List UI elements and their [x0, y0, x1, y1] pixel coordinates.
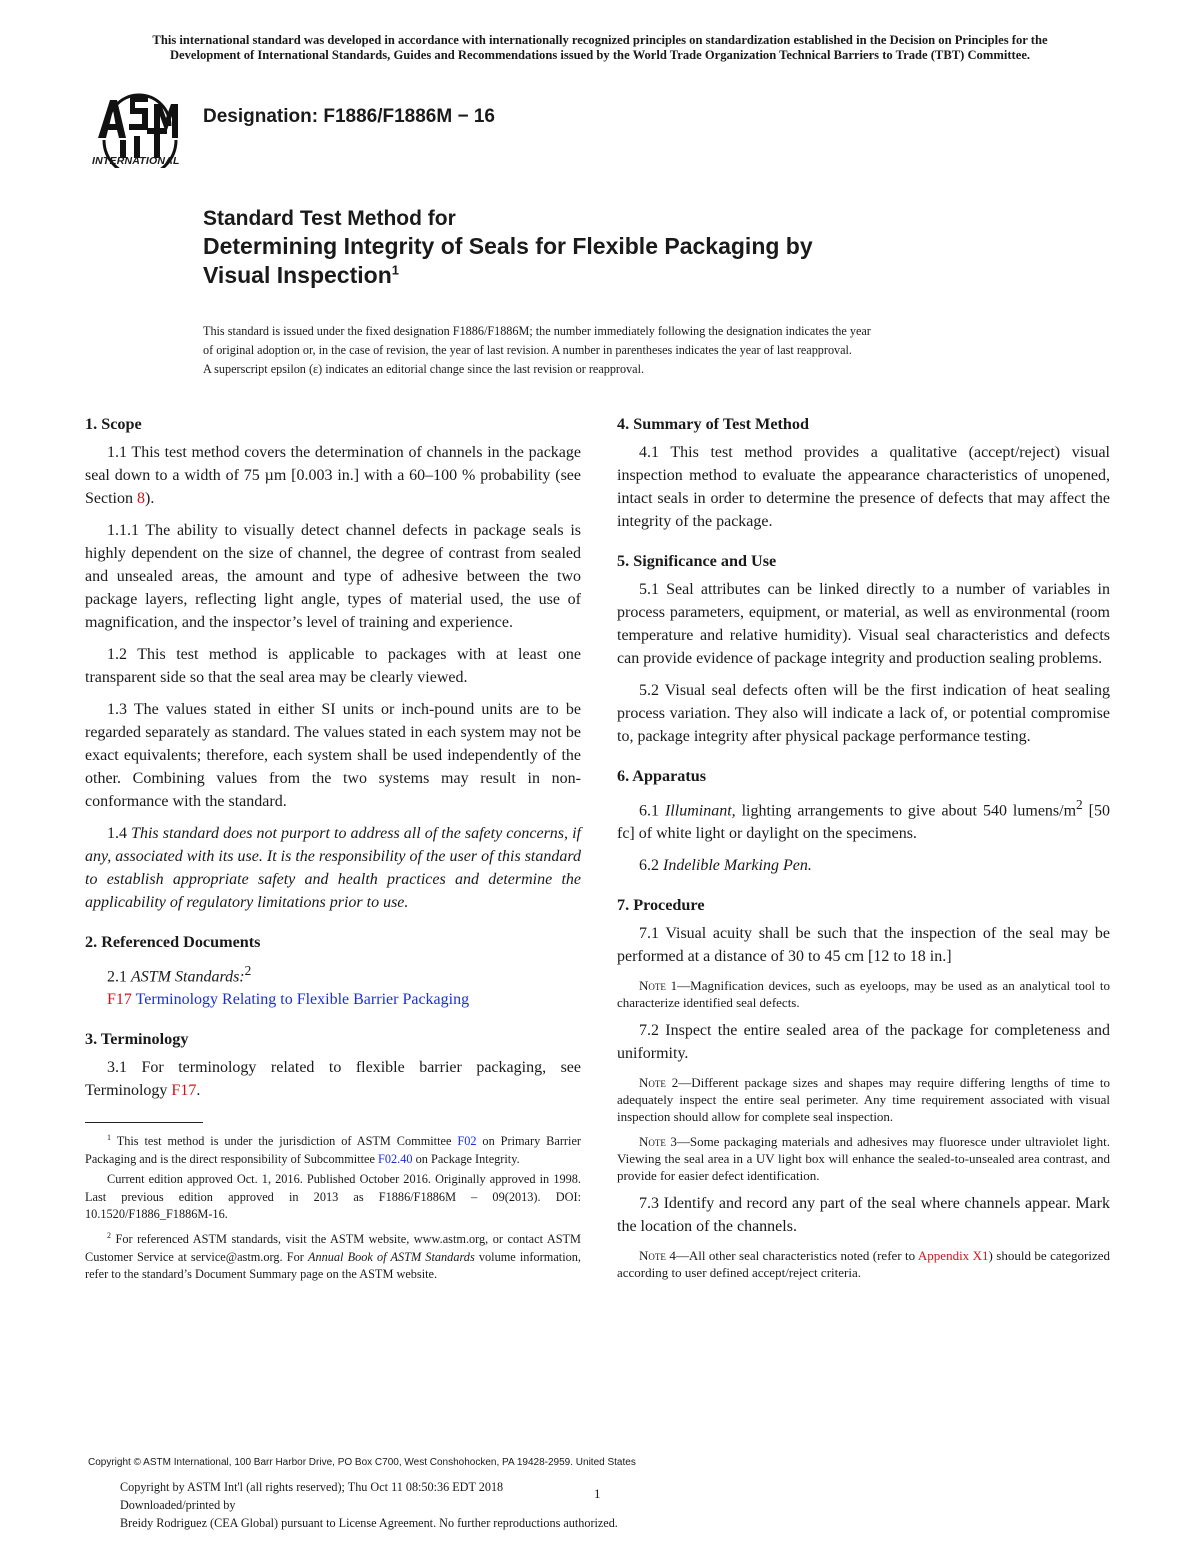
footnote-1-text-2: on Primary Barrier Packaging and is the direct responsibility of Subcommittee	[85, 1134, 581, 1166]
section-procedure-heading: 7. Procedure	[617, 896, 705, 915]
appendix-x1-link[interactable]: Appendix X1	[917, 1248, 989, 1264]
download-stamp	[120, 1478, 618, 1532]
title-line-2: Determining Integrity of Seals for Flexible Packaging by	[203, 233, 813, 259]
note-1-text: —Magnification devices, such as eyeloops, may be used as an analytical tool to characterize identified seal defects.	[617, 978, 1110, 1011]
para-1-4-text: This standard does not purport to address all of the safety concerns, if any, associated with its use. It is the responsibility of the user of this standard to establish appropriate safety and health practices and determine the applicability of regulatory limitations prior to use.	[85, 825, 582, 911]
f17-reference[interactable]	[85, 988, 581, 1011]
para-3-1	[85, 1056, 581, 1102]
footnote-1-edition: Current edition approved Oct. 1, 2016. Published October 2016. Originally approved in 1998. Last previous edition approved in 2013 as F1886/F1886M – 09(2013). DOI: 10.1520/F1886_F1886M-16.	[85, 1172, 581, 1222]
right-column	[617, 413, 1110, 1289]
note-3	[617, 1133, 1110, 1184]
para-6-1	[617, 793, 1110, 845]
note-2	[617, 1074, 1110, 1125]
footnote-1-text-3: on Package Integrity.	[412, 1151, 520, 1166]
page-number: 1	[594, 1486, 601, 1501]
note-3-text: —Some packaging materials and adhesives may fluoresce under ultraviolet light. Viewing the seal area in a UV light box will enhance the sealed-to-unsealed area contrast, and provide for easier defect identification.	[617, 1134, 1111, 1184]
footnote-1-text: This test method is under the jurisdiction of ASTM Committee	[111, 1134, 458, 1149]
title-line-1: Standard Test Method for	[203, 207, 456, 230]
download-line-1: Copyright by ASTM Int'l (all rights reserved); Thu Oct 11 08:50:36 EDT 2018	[120, 1480, 504, 1494]
f02-link[interactable]: F02	[457, 1134, 477, 1149]
section-summary-heading: 4. Summary of Test Method	[617, 415, 810, 433]
note-4-text: —All other seal characteristics noted (refer to	[675, 1248, 918, 1264]
note-3-label: Note 3	[639, 1134, 677, 1150]
download-line-2: Downloaded/printed by	[120, 1498, 236, 1512]
astm-standards-label: ASTM Standards:	[131, 968, 245, 986]
para-1-3: 1.3 The values stated in either SI units or inch-pound units are to be regarded separately as standard. The values stated in each system may not be exact equivalents; therefore, each system shall be used independently of the other. Combining values from the two systems may result in non-conformance with the standard.	[85, 701, 581, 810]
para-1-1-text: 1.1 This test method covers the determination of channels in the package seal down to a width of 75 µm [0.003 in.] with a 60–100 % probability (see Section	[85, 444, 581, 507]
para-1-1-1: 1.1.1 The ability to visually detect channel defects in package seals is highly dependent on the size of channel, the degree of contrast from sealed and unsealed areas, the amount and type of adhesive between the two package layers, reflecting light angle, types of material used, the use of magnification, and the inspector’s level of training and experience.	[85, 522, 581, 631]
left-column	[85, 413, 581, 1287]
para-2-1	[85, 959, 581, 988]
issued-line-1: This standard is issued under the fixed designation F1886/F1886M; the number immediately following the designation indicates the year	[203, 324, 871, 338]
para-1-1-end: ).	[145, 490, 155, 507]
f17-code-link[interactable]: F17	[107, 991, 132, 1009]
notice-line-1: This international standard was developed in accordance with internationally recognized principles on standardization established in the Decision on Principles for the	[152, 33, 1048, 47]
section-scope-heading: 1. Scope	[85, 415, 142, 433]
para-1-1	[85, 441, 581, 510]
title-line-3-text: Visual Inspection	[203, 262, 392, 288]
standard-notice	[70, 33, 1130, 63]
f17-title-link[interactable]: Terminology Relating to Flexible Barrier Packaging	[131, 991, 470, 1009]
designation: Designation: F1886/F1886M − 16	[203, 106, 495, 127]
para-5-2: 5.2 Visual seal defects often will be the first indication of heat sealing process variation. They also will indicate a lack of, or potential compromise to, package integrity after physical package performance testing.	[617, 682, 1110, 745]
note-1-label: Note 1	[639, 978, 678, 994]
para-6-1-sup: 2	[1076, 797, 1083, 812]
standard-title	[203, 206, 813, 290]
download-line-3: Breidy Rodriguez (CEA Global) pursuant to License Agreement. No further reproductions authorized.	[120, 1516, 618, 1530]
title-line-3	[203, 261, 813, 290]
note-4-label: Note 4	[639, 1248, 676, 1264]
footer-copyright: Copyright © ASTM International, 100 Barr Harbor Drive, PO Box C700, West Conshohocken, PA 19428-2959. United States	[88, 1457, 636, 1468]
note-2-text: —Different package sizes and shapes may require differing lengths of time to adequately inspect the entire seal perimeter. Any time requirement associated with visual inspection should allow for complete seal inspection.	[617, 1075, 1110, 1125]
footnote-1-mark: 1	[107, 1133, 111, 1143]
section-significance-heading: 5. Significance and Use	[617, 552, 777, 570]
para-6-2-num: 6.2	[639, 857, 663, 875]
footnote-2-mark: 2	[244, 963, 252, 978]
issued-line-3: A superscript epsilon (ε) indicates an editorial change since the last revision or reapproval.	[203, 362, 645, 376]
note-4-text-2: ) should be categorized according to user defined accept/reject criteria.	[617, 1248, 1110, 1281]
title-footnote-mark: 1	[391, 262, 399, 278]
para-6-1-text: lighting arrangements to give about 540 lumens/m	[735, 802, 1077, 820]
footnote-2	[85, 1227, 581, 1284]
para-5-1: 5.1 Seal attributes can be linked directly to a number of variables in process parameters, equipment, or material, as well as environmental (room temperature and relative humidity). Visual seal characteristics and defects can provide evidence of package integrity and production sealing problems.	[617, 581, 1110, 667]
footnote-rule	[85, 1122, 203, 1123]
para-7-1: 7.1 Visual acuity shall be such that the inspection of the seal may be performed at a distance of 30 to 45 cm [12 to 18 in.]	[617, 925, 1110, 966]
para-6-2	[617, 854, 1110, 877]
para-1-4-num: 1.4	[107, 825, 132, 842]
section-refdocs-heading: 2. Referenced Documents	[85, 933, 261, 951]
section-8-link[interactable]: 8	[137, 490, 145, 507]
footnote-2-sup: 2	[107, 1230, 111, 1240]
marking-pen-label: Indelible Marking Pen.	[663, 857, 812, 875]
para-4-1: 4.1 This test method provides a qualitative (accept/reject) visual inspection method to evaluate the appearance characteristics of unopened, intact seals in order to determine the presence of defects that may affect the integrity of the package.	[617, 444, 1110, 530]
note-2-label: Note 2	[639, 1075, 679, 1091]
issued-line-2: of original adoption or, in the case of revision, the year of last revision. A number in parentheses indicates the year of last reapproval.	[203, 343, 852, 357]
illuminant-label: Illuminant,	[664, 802, 736, 820]
para-3-1-text: 3.1 For terminology related to flexible barrier packaging, see Terminology	[85, 1059, 581, 1100]
para-2-1-num: 2.1	[107, 968, 131, 986]
para-6-1-text-2: [50 fc] of white light or daylight on the specimens.	[617, 802, 1110, 843]
footnote-2-italic: Annual Book of ASTM Standards	[307, 1249, 475, 1264]
notice-line-2: Development of International Standards, Guides and Recommendations issued by the World Trade Organization Technical Barriers to Trade (TBT) Committee.	[169, 48, 1031, 62]
section-terminology-heading: 3. Terminology	[85, 1030, 189, 1049]
note-4	[617, 1247, 1110, 1281]
para-3-1-end: .	[196, 1082, 201, 1100]
para-1-2: 1.2 This test method is applicable to packages with at least one transparent side so that the seal area may be clearly viewed.	[85, 646, 581, 686]
footnote-2-text: For referenced ASTM standards, visit the ASTM website, www.astm.org, or contact ASTM Customer Service at service@astm.org. For	[85, 1232, 581, 1264]
para-7-3: 7.3 Identify and record any part of the seal where channels appear. Mark the location of the channels.	[617, 1195, 1110, 1236]
issuance-statement	[203, 322, 1023, 379]
footnote-1	[85, 1129, 581, 1168]
para-7-2: 7.2 Inspect the entire sealed area of the package for completeness and uniformity.	[617, 1022, 1110, 1063]
para-1-4	[85, 822, 581, 914]
para-6-1-num: 6.1	[639, 802, 665, 820]
f17-link[interactable]: F17	[171, 1082, 197, 1100]
section-apparatus-heading: 6. Apparatus	[617, 767, 707, 785]
f02-40-link[interactable]: F02.40	[378, 1151, 413, 1166]
note-1	[617, 977, 1110, 1011]
logo-international: INTERNATIONAL	[92, 155, 180, 167]
footnote-2-text-2: volume information, refer to the standard’s Document Summary page on the ASTM website.	[85, 1249, 581, 1282]
